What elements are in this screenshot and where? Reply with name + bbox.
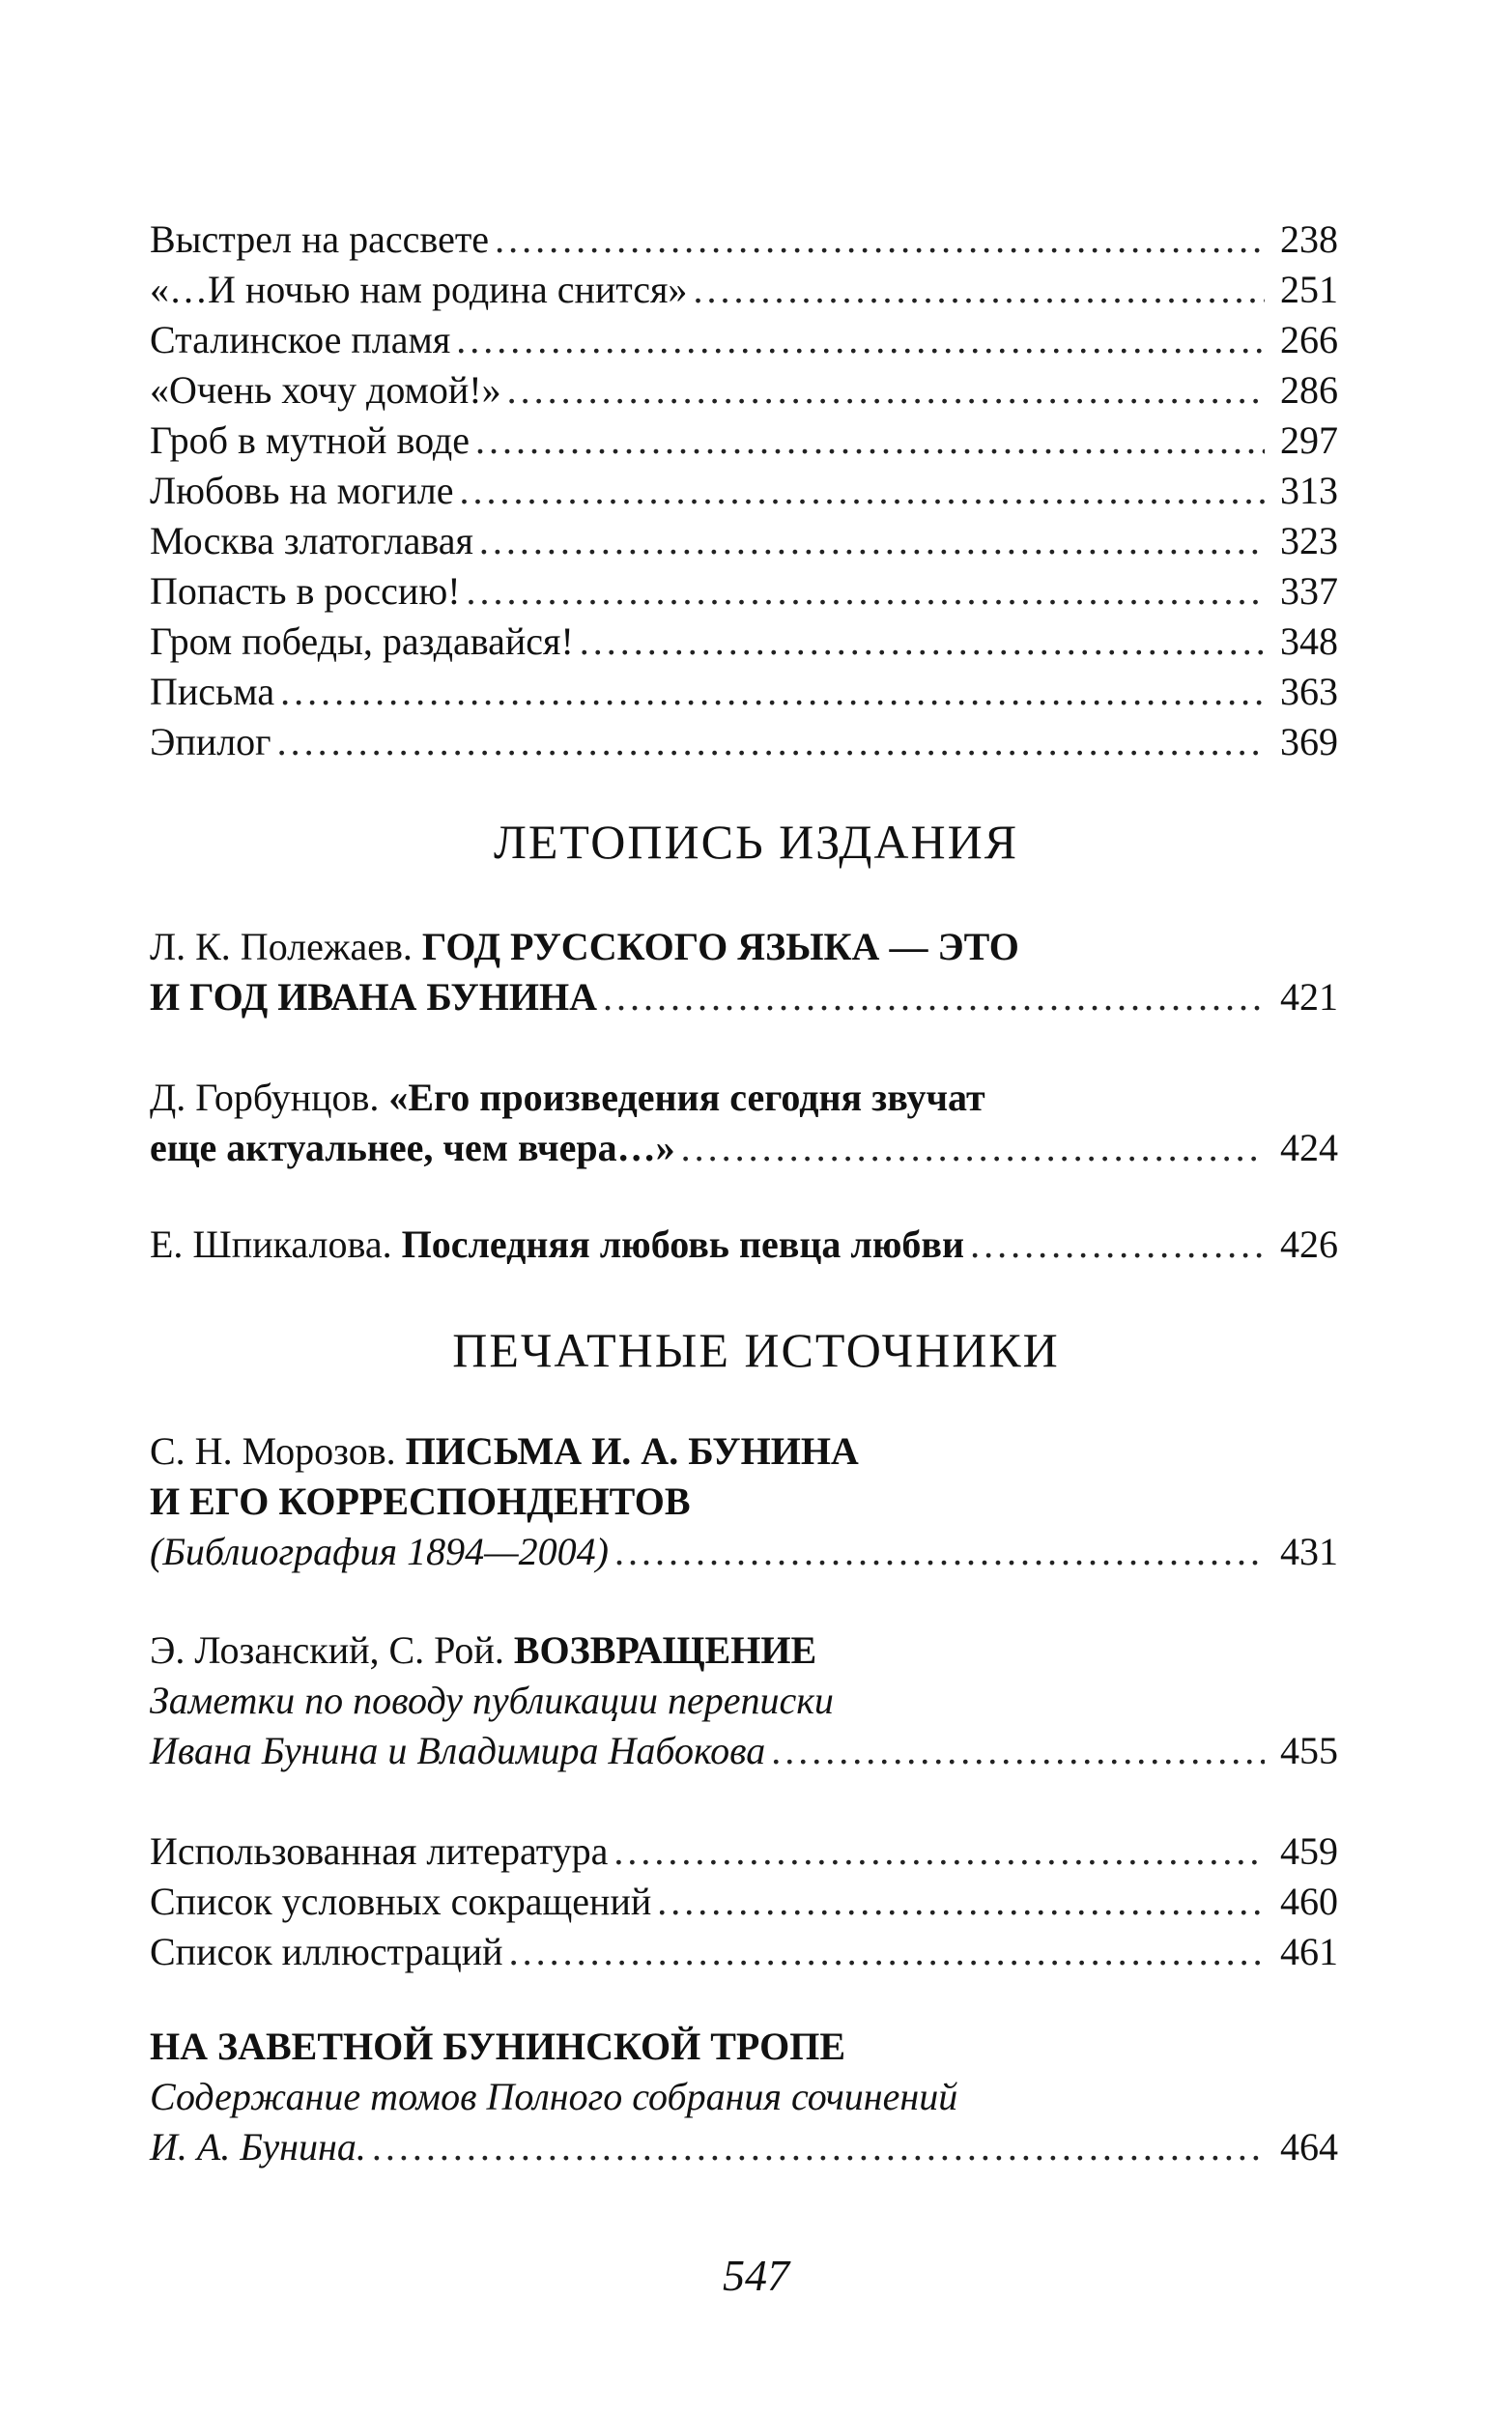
toc-entry — [150, 215, 1338, 265]
toc-entry-page: 461 — [1280, 1930, 1338, 1973]
entry-title: ВОЗВРАЩЕНИЕ — [513, 1628, 817, 1672]
final-subtitle: И. А. Бунина. — [150, 2125, 366, 2169]
leader-dots — [970, 1220, 1265, 1270]
toc-entry — [150, 365, 1338, 416]
toc-entry — [150, 416, 1338, 466]
toc-entry — [150, 1877, 1338, 1927]
section-heading: ПЕЧАТНЫЕ ИСТОЧНИКИ — [452, 1323, 1060, 1377]
toc-list-top — [150, 215, 1338, 767]
leader-dots — [509, 1927, 1265, 1977]
toc-entry — [150, 617, 1338, 667]
entry-title-line: ГОД РУССКОГО ЯЗЫКА — ЭТО — [421, 925, 1019, 968]
toc-entry-title: Выстрел на рассвете — [150, 217, 490, 261]
entry-author: Э. Лозанский, С. Рой. — [150, 1628, 504, 1672]
toc-entry-title: Любовь на могиле — [150, 469, 454, 512]
page-number: 547 — [723, 2251, 789, 2300]
leader-dots — [580, 617, 1265, 667]
leader-dots — [693, 265, 1265, 315]
toc-entry-page: 460 — [1280, 1880, 1338, 1923]
final-subtitle: Содержание томов Полного собрания сочинений — [150, 2075, 958, 2118]
toc-entry-title: Письма — [150, 670, 275, 713]
leader-dots — [603, 972, 1265, 1022]
toc-list-appendix — [150, 1826, 1338, 1977]
toc-entry — [150, 1220, 1338, 1270]
entry-author: Д. Горбунцов. — [150, 1076, 380, 1119]
leader-dots — [479, 516, 1265, 566]
toc-entry-page: 421 — [1280, 975, 1338, 1019]
toc-entry-title: Использованная литература — [150, 1829, 609, 1873]
toc-entry-page: 297 — [1280, 418, 1338, 462]
toc-entry-title: Сталинское пламя — [150, 318, 451, 361]
toc-entry-page: 426 — [1280, 1222, 1338, 1266]
toc-entry-multiline — [150, 1073, 1338, 1173]
entry-subtitle: Ивана Бунина и Владимира Набокова — [150, 1729, 766, 1772]
entry-title-line: ПИСЬМА И. А. БУНИНА — [405, 1429, 859, 1473]
toc-entry — [150, 717, 1338, 767]
toc-entry-title: Список условных сокращений — [150, 1880, 652, 1923]
toc-entry-title: «Очень хочу домой!» — [150, 368, 501, 412]
leader-dots — [475, 416, 1265, 466]
toc-entry-page: 459 — [1280, 1829, 1338, 1873]
entry-subtitle: (Библиография 1894—2004) — [150, 1530, 609, 1573]
leader-dots — [467, 566, 1265, 617]
toc-entry — [150, 566, 1338, 617]
toc-entry — [150, 1927, 1338, 1977]
entry-subtitle: Заметки по поводу публикации переписки — [150, 1679, 834, 1722]
toc-entry-multiline — [150, 1426, 1338, 1577]
leader-dots — [277, 717, 1265, 767]
final-heading: НА ЗАВЕТНОЙ БУНИНСКОЙ ТРОПЕ — [150, 2025, 846, 2068]
toc-entry — [150, 667, 1338, 717]
entry-title-line: И ЕГО КОРРЕСПОНДЕНТОВ — [150, 1480, 691, 1523]
toc-entry-page: 455 — [1280, 1729, 1338, 1772]
toc-entry-page: 313 — [1280, 469, 1338, 512]
toc-entry-page: 323 — [1280, 519, 1338, 562]
entry-author: Е. Шпикалова. — [150, 1222, 392, 1266]
leader-dots — [681, 1123, 1265, 1173]
leader-dots — [507, 365, 1265, 416]
toc-entry — [150, 315, 1338, 365]
toc-entry — [150, 1826, 1338, 1877]
toc-entry-page: 363 — [1280, 670, 1338, 713]
toc-entry-multiline — [150, 922, 1338, 1022]
entry-title-line: «Его произведения сегодня звучат — [388, 1076, 985, 1119]
toc-entry-page: 266 — [1280, 318, 1338, 361]
leader-dots — [771, 1726, 1265, 1776]
toc-entry-title: Москва златоглавая — [150, 519, 473, 562]
entry-title-line: И ГОД ИВАНА БУНИНА — [150, 975, 597, 1019]
section-heading: ЛЕТОПИСЬ ИЗДАНИЯ — [493, 815, 1019, 869]
entry-title-line: еще актуальнее, чем вчера…» — [150, 1126, 675, 1169]
toc-entry-page: 337 — [1280, 569, 1338, 613]
leader-dots — [372, 2122, 1265, 2172]
toc-entry-page: 348 — [1280, 619, 1338, 663]
toc-entry — [150, 265, 1338, 315]
toc-entry — [150, 516, 1338, 566]
toc-entry-title: Гром победы, раздавайся! — [150, 619, 574, 663]
toc-entry-title: Попасть в россию! — [150, 569, 461, 613]
leader-dots — [460, 466, 1266, 516]
toc-entry-title: Эпилог — [150, 720, 271, 763]
toc-entry-title: Гроб в мутной воде — [150, 418, 471, 462]
toc-entry-title: «…И ночью нам родина снится» — [150, 268, 688, 311]
leader-dots — [456, 315, 1265, 365]
leader-dots — [614, 1527, 1265, 1577]
toc-entry-page: 464 — [1280, 2125, 1338, 2169]
toc-entry — [150, 466, 1338, 516]
leader-dots — [657, 1877, 1265, 1927]
leader-dots — [495, 215, 1265, 265]
toc-entry-final — [150, 2022, 1338, 2172]
leader-dots — [613, 1826, 1265, 1877]
toc-entry-page: 424 — [1280, 1126, 1338, 1169]
toc-entry-page: 251 — [1280, 268, 1338, 311]
toc-entry-multiline — [150, 1625, 1338, 1776]
toc-entry-page: 238 — [1280, 217, 1338, 261]
entry-title: Последняя любовь певца любви — [401, 1222, 965, 1266]
entry-author: С. Н. Морозов. — [150, 1429, 396, 1473]
toc-entry-page: 286 — [1280, 368, 1338, 412]
toc-entry-page: 369 — [1280, 720, 1338, 763]
toc-entry-title: Список иллюстраций — [150, 1930, 503, 1973]
leader-dots — [280, 667, 1265, 717]
toc-entry-page: 431 — [1280, 1530, 1338, 1573]
entry-author: Л. К. Полежаев. — [150, 925, 413, 968]
